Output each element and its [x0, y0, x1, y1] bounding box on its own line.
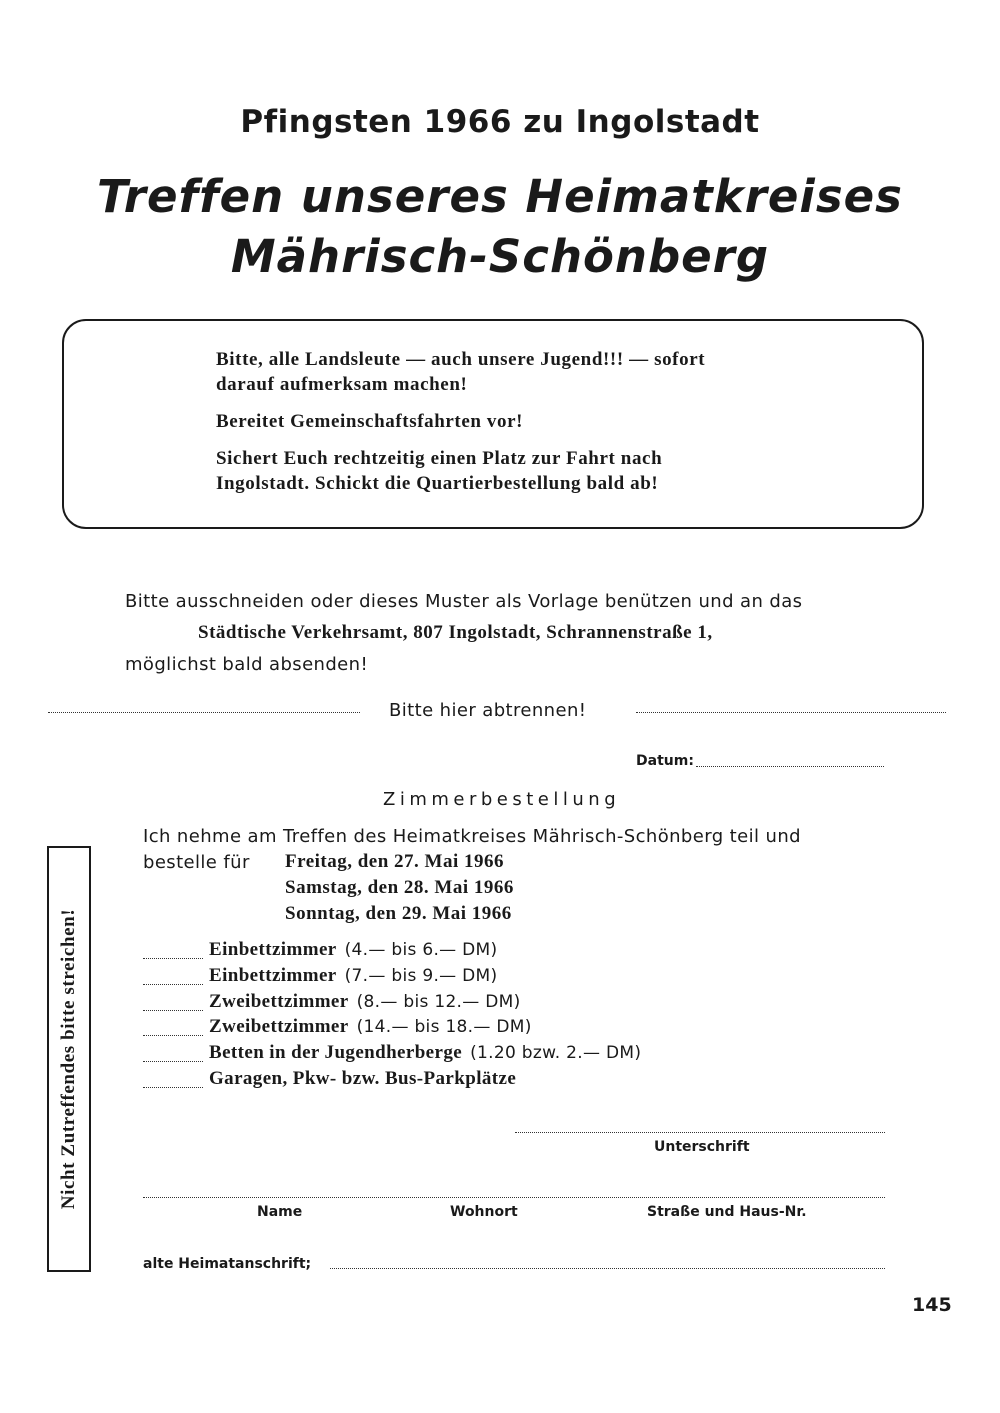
recipient-address: Städtische Verkehrsamt, 807 Ingolstadt, Schrannenstraße 1,	[198, 622, 713, 643]
notice-line-5: Ingolstadt. Schickt die Quartierbestellung bald ab!	[216, 473, 659, 494]
page-title-line1: Treffen unseres Heimatkreises	[97, 170, 903, 223]
street-label: Straße und Haus-Nr.	[647, 1204, 807, 1220]
date-option-sunday[interactable]: Sonntag, den 29. Mai 1966	[285, 903, 512, 924]
notice-line-2: darauf aufmerksam machen!	[216, 374, 468, 395]
item-price: (4.— bis 6.— DM)	[344, 940, 498, 960]
item-name: Betten in der Jugendherberge	[209, 1042, 463, 1063]
date-option-saturday[interactable]: Samstag, den 28. Mai 1966	[285, 877, 514, 898]
form-intro-line-1: Ich nehme am Treffen des Heimatkreises Mährisch-Schönberg teil und	[143, 826, 801, 847]
quantity-field[interactable]	[143, 1061, 203, 1062]
list-item[interactable]	[143, 1042, 641, 1068]
notice-line-4: Sichert Euch rechtzeitig einen Platz zur Fahrt nach	[216, 448, 663, 469]
form-heading: Zimmerbestellung	[383, 789, 621, 810]
cut-line-right	[636, 712, 946, 713]
date-label: Datum:	[636, 753, 694, 769]
cut-label: Bitte hier abtrennen!	[389, 700, 587, 721]
address-field[interactable]	[143, 1197, 885, 1198]
quantity-field[interactable]	[143, 1010, 203, 1011]
item-name: Zweibettzimmer	[209, 1016, 349, 1037]
item-price: (1.20 bzw. 2.— DM)	[470, 1043, 642, 1063]
item-name: Einbettzimmer	[209, 939, 337, 960]
quantity-field[interactable]	[143, 984, 203, 985]
form-intro-line-2: bestelle für	[143, 852, 250, 873]
notice-line-3: Bereitet Gemeinschaftsfahrten vor!	[216, 411, 524, 432]
instruction-line-3: möglichst bald absenden!	[125, 654, 369, 675]
instruction-line-1: Bitte ausschneiden oder dieses Muster als Vorlage benützen und an das	[125, 591, 803, 612]
list-item[interactable]	[143, 1016, 532, 1042]
list-item[interactable]	[143, 939, 497, 965]
item-name: Garagen, Pkw- bzw. Bus-Parkplätze	[209, 1068, 517, 1089]
item-name: Zweibettzimmer	[209, 991, 349, 1012]
list-item[interactable]	[143, 1068, 524, 1094]
signature-label: Unterschrift	[654, 1139, 750, 1155]
list-item[interactable]	[143, 991, 521, 1017]
page-title-line2: Mährisch-Schönberg	[230, 230, 770, 283]
list-item[interactable]	[143, 965, 497, 991]
item-price: (7.— bis 9.— DM)	[344, 966, 498, 986]
old-address-label: alte Heimatanschrift;	[143, 1256, 312, 1272]
notice-line-1: Bitte, alle Landsleute — auch unsere Jugend!!! — sofort	[216, 349, 706, 370]
cut-line-left	[48, 712, 360, 713]
side-note-text: Nicht Zutreffendes bitte streichen!	[58, 908, 79, 1210]
residence-label: Wohnort	[450, 1204, 518, 1220]
item-price: (8.— bis 12.— DM)	[356, 992, 521, 1012]
date-field[interactable]	[696, 766, 884, 767]
page-subtitle: Pfingsten 1966 zu Ingolstadt	[240, 104, 760, 140]
item-price: (14.— bis 18.— DM)	[356, 1017, 532, 1037]
signature-field[interactable]	[515, 1132, 885, 1133]
quantity-field[interactable]	[143, 958, 203, 959]
item-name: Einbettzimmer	[209, 965, 337, 986]
quantity-field[interactable]	[143, 1035, 203, 1036]
name-label: Name	[257, 1204, 303, 1220]
page-number: 145	[912, 1294, 952, 1316]
side-note-box	[47, 846, 91, 1272]
old-address-field[interactable]	[330, 1268, 885, 1269]
quantity-field[interactable]	[143, 1087, 203, 1088]
date-option-friday[interactable]: Freitag, den 27. Mai 1966	[285, 851, 505, 872]
